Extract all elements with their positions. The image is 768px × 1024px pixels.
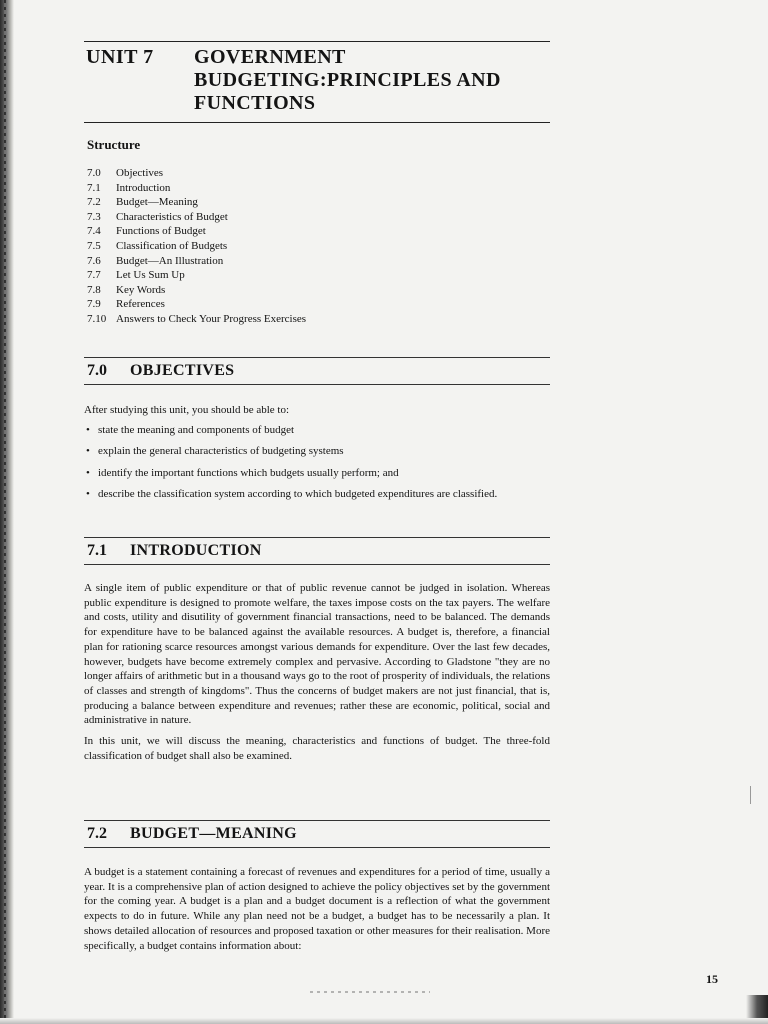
structure-item: 7.10 Answers to Check Your Progress Exercises bbox=[87, 312, 307, 325]
structure-item: 7.4 Functions of Budget bbox=[87, 225, 206, 238]
objective-item: • state the meaning and components of budget bbox=[84, 424, 550, 438]
unit-title: GOVERNMENT BUDGETING:PRINCIPLES AND FUNCTIONS bbox=[194, 46, 501, 114]
section-objectives bbox=[84, 357, 550, 510]
structure-item: 7.2 Budget—Meaning bbox=[87, 196, 198, 209]
scan-edge-bottom bbox=[0, 1018, 768, 1024]
structure-item: 7.8 Key Words bbox=[87, 283, 166, 296]
structure-item: 7.0 Objectives bbox=[87, 167, 164, 179]
objective-item: • describe the classification system according to which budgeted expenditures are classified. bbox=[84, 488, 550, 502]
structure-heading: Structure bbox=[87, 137, 141, 152]
scan-mark bbox=[750, 786, 751, 804]
structure-list bbox=[87, 166, 306, 327]
scan-edge-left bbox=[0, 0, 14, 1024]
meaning-paragraph: A budget is a statement containing a forecast of revenues and expenditures for a period of time, usually a year. It is a comprehensive plan of action designed to achieve the policy objectives set by the government for the coming year. A budget is a plan and a budget document is a reflection of what the government expects to do in future. While any plan need not be a budget, a budget has to be necessarily a plan. It shows detailed allocation of resources and proposed taxation or other measures for their realisation. More specifically, a budget contains information about: bbox=[84, 866, 550, 952]
unit-number: UNIT 7 bbox=[86, 46, 154, 68]
scan-smudge bbox=[310, 991, 430, 993]
structure-item: 7.3 Characteristics of Budget bbox=[87, 210, 228, 223]
objectives-intro: After studying this unit, you should be able to: bbox=[84, 404, 290, 416]
section-introduction bbox=[84, 537, 550, 763]
section-budget-meaning bbox=[84, 820, 550, 953]
section-heading: 7.1 INTRODUCTION bbox=[84, 537, 550, 565]
objective-item: • identify the important functions which budgets usually perform; and bbox=[84, 467, 550, 481]
structure-item: 7.5 Classification of Budgets bbox=[87, 239, 228, 252]
objectives-list bbox=[84, 424, 550, 502]
section-heading: 7.2 BUDGET—MEANING bbox=[84, 820, 550, 848]
introduction-paragraph: A single item of public expenditure or that of public revenue cannot be judged in isolation. Whereas public expenditure is designed to promote welfare, the taxes impose costs on the tax payers. The welfare and costs, utility and disutility of government financial transactions, need to be balanced. The demands for expenditure have to be balanced against the available resources. A budget is, therefore, a financial plan for rationing scarce resources amongst various demands for expenditure. Over the last few decades, however, budgets have become extremely complex and pervasive. According to Gladstone "they are no longer affairs of arithmetic but in a thousand ways go to the root of prosperity of individuals, the relations of classes and strength of kingdoms". Thus the concerns of budget makers are not just financial, that is, producing a balance between expenditure and revenues; rather these are economic, political, social and administrative in nature. bbox=[84, 582, 550, 727]
structure-item: 7.6 Budget—An Illustration bbox=[87, 254, 224, 267]
structure-item: 7.9 References bbox=[87, 298, 165, 311]
structure-item: 7.1 Introduction bbox=[87, 181, 171, 194]
section-heading: 7.0 OBJECTIVES bbox=[84, 357, 550, 385]
page-number: 15 bbox=[706, 972, 718, 986]
unit-heading bbox=[84, 41, 550, 123]
introduction-paragraph: In this unit, we will discuss the meaning, characteristics and functions of budget. The three-fold classification of budget shall also be examined. bbox=[84, 735, 550, 762]
structure-item: 7.7 Let Us Sum Up bbox=[87, 269, 185, 282]
objective-item: • explain the general characteristics of budgeting systems bbox=[84, 445, 550, 459]
